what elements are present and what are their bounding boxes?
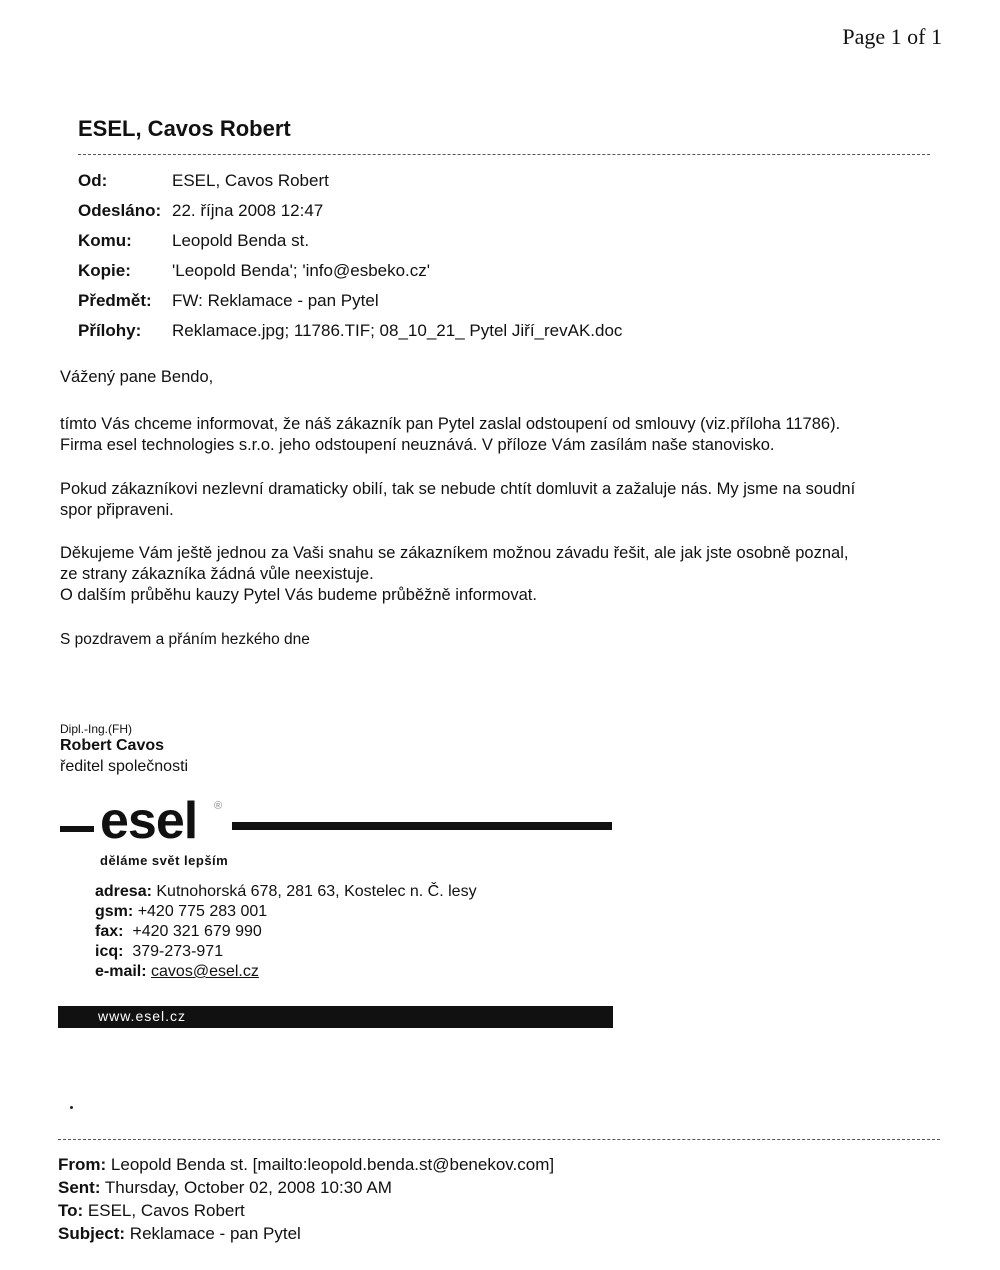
- paragraph-line: O dalším průběhu kauzy Pytel Vás budeme průběžně informovat.: [60, 586, 537, 604]
- forwarded-label: Subject:: [58, 1224, 126, 1243]
- header-label: Od:: [78, 171, 108, 190]
- page-number: Page 1 of 1: [842, 24, 942, 49]
- header-value: Leopold Benda st.: [172, 231, 310, 250]
- closing-line: S pozdravem a přáním hezkého dne: [60, 631, 310, 648]
- email-title: ESEL, Cavos Robert: [78, 116, 291, 141]
- email-link[interactable]: cavos@esel.cz: [151, 963, 259, 980]
- contact-value: +420 321 679 990: [132, 923, 262, 940]
- forwarded-from: [58, 1153, 554, 1176]
- contact-email: [95, 962, 477, 982]
- logo-bar-right: [232, 822, 612, 830]
- contact-fax: [95, 922, 477, 942]
- logo-wordmark: esel: [100, 792, 198, 850]
- contact-block: [95, 882, 477, 982]
- contact-icq: [95, 942, 477, 962]
- header-label: Předmět:: [78, 291, 152, 310]
- attachments-list[interactable]: Reklamace.jpg; 11786.TIF; 08_10_21_ Pytel Jiří_revAK.doc: [172, 321, 623, 340]
- scan-speck: [70, 1106, 73, 1109]
- contact-label: adresa:: [95, 883, 152, 900]
- company-tagline: děláme svět lepším: [100, 853, 229, 868]
- registered-mark-icon: ®: [214, 800, 223, 812]
- forwarded-label: To:: [58, 1201, 84, 1220]
- contact-label: fax:: [95, 923, 124, 940]
- header-value: ESEL, Cavos Robert: [172, 171, 329, 190]
- header-row-to: [78, 226, 622, 256]
- contact-value: Kutnohorská 678, 281 63, Kostelec n. Č. lesy: [156, 883, 477, 900]
- website-link[interactable]: www.esel.cz: [98, 1008, 187, 1024]
- email-header: [78, 166, 622, 346]
- header-label: Odesláno:: [78, 201, 162, 220]
- header-value: 'Leopold Benda'; 'info@esbeko.cz': [172, 261, 431, 280]
- forwarded-header: [58, 1153, 554, 1245]
- paragraph-3: [60, 543, 848, 606]
- website-bar: [58, 1006, 613, 1028]
- header-value: FW: Reklamace - pan Pytel: [172, 291, 379, 310]
- header-label: Komu:: [78, 231, 132, 250]
- forwarded-value: Reklamace - pan Pytel: [129, 1224, 301, 1243]
- signature-name: Robert Cavos: [60, 737, 165, 754]
- forwarded-value: Leopold Benda st. [mailto:leopold.benda.st@benekov.com]: [110, 1155, 555, 1174]
- contact-label: icq:: [95, 943, 124, 960]
- forwarded-value: ESEL, Cavos Robert: [87, 1201, 245, 1220]
- header-row-cc: [78, 256, 622, 286]
- header-row-from: [78, 166, 622, 196]
- contact-label: e-mail:: [95, 963, 147, 980]
- contact-value: 379-273-971: [132, 943, 224, 960]
- header-row-subject: [78, 286, 622, 316]
- header-value: 22. října 2008 12:47: [172, 201, 324, 220]
- paragraph-line: Děkujeme Vám ještě jednou za Vaši snahu se zákazníkem možnou závadu řešit, ale jak jste osobně poznal,: [60, 544, 849, 562]
- header-label: Přílohy:: [78, 321, 142, 340]
- forward-divider: [58, 1139, 940, 1140]
- paragraph-line: ze strany zákazníka žádná vůle neexistuje.: [60, 565, 374, 583]
- paragraph-1: [60, 414, 840, 456]
- paragraph-line: tímto Vás chceme informovat, že náš zákazník pan Pytel zaslal odstoupení od smlouvy (viz.příloha 11786).: [60, 415, 841, 433]
- title-divider: [78, 154, 930, 155]
- paragraph-line: Pokud zákazníkovi nezlevní dramaticky obilí, tak se nebude chtít domluvit a zažaluje nás. My jsme na soudní: [60, 480, 856, 498]
- paragraph-line: spor připraveni.: [60, 501, 174, 519]
- paragraph-line: Firma esel technologies s.r.o. jeho odstoupení neuznává. V příloze Vám zasílám naše stanovisko.: [60, 436, 775, 454]
- contact-value: +420 775 283 001: [137, 903, 268, 920]
- forwarded-value: Thursday, October 02, 2008 10:30 AM: [104, 1178, 392, 1197]
- signature-role: ředitel společnosti: [60, 758, 189, 775]
- header-row-sent: [78, 196, 622, 226]
- header-row-attachments: [78, 316, 622, 346]
- forwarded-subject: [58, 1222, 554, 1245]
- signature-degree: Dipl.-Ing.(FH): [60, 722, 133, 736]
- contact-gsm: [95, 902, 477, 922]
- forwarded-label: Sent:: [58, 1178, 101, 1197]
- contact-address: [95, 882, 477, 902]
- forwarded-sent: [58, 1176, 554, 1199]
- greeting: Vážený pane Bendo,: [60, 368, 214, 386]
- forwarded-to: [58, 1199, 554, 1222]
- header-label: Kopie:: [78, 261, 131, 280]
- paragraph-2: [60, 479, 855, 521]
- logo-bar-left: [60, 826, 94, 832]
- forwarded-label: From:: [58, 1155, 107, 1174]
- contact-label: gsm:: [95, 903, 134, 920]
